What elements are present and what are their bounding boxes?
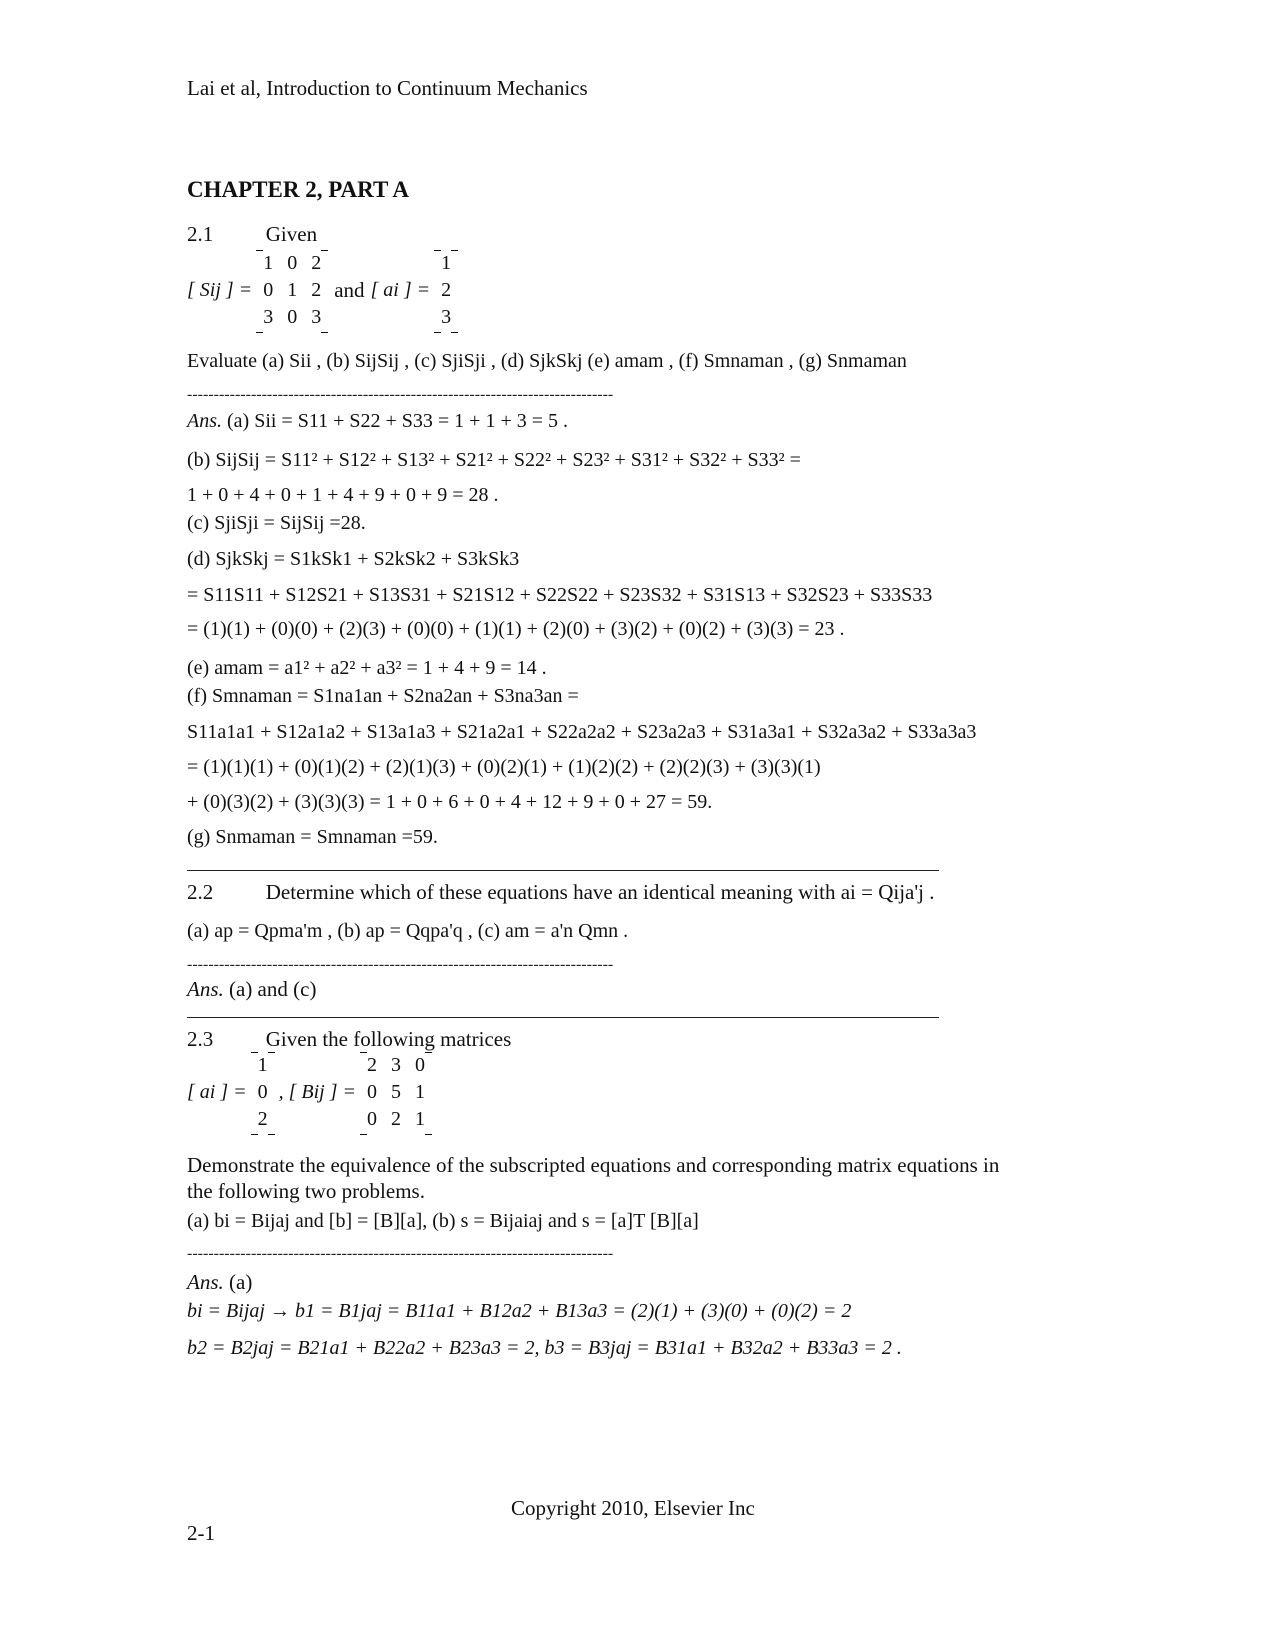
matrix-cell: 3 [311, 306, 322, 328]
vector-a-brackets [434, 250, 458, 331]
problem-2-3-demo-line2: the following two problems. [187, 1179, 425, 1203]
vector-cell: 2 [441, 279, 452, 301]
problem-number: 2.1 [187, 222, 214, 246]
matrix-S [187, 250, 458, 331]
vector-cell: 1 [441, 252, 452, 274]
answer-a-text: (a) Sii = S11 + S22 + S33 = 1 + 1 + 3 = 5 . [227, 410, 569, 432]
matrix-group-2-3 [187, 1052, 432, 1133]
vector-a-label: [ ai ] = [370, 279, 431, 301]
matrix-S-brackets [256, 250, 328, 331]
and-word: and [334, 278, 365, 302]
answer-f-line4: + (0)(3)(2) + (3)(3)(3) = 1 + 0 + 6 + 0 + 4 + 12 + 9 + 0 + 27 = 59. [187, 791, 713, 813]
running-header: Lai et al, Introduction to Continuum Mechanics [187, 76, 588, 100]
answer-b-line2: 1 + 0 + 4 + 0 + 1 + 4 + 9 + 0 + 9 = 28 . [187, 484, 499, 506]
answer-part: (a) [229, 1270, 253, 1294]
answer-text: (a) and (c) [229, 977, 317, 1001]
answer-line1: bi = Bijaj → b1 = B1jaj = B11a1 + B12a2 + B13a3 = (2)(1) + (3)(0) + (0)(2) = 2 [187, 1300, 852, 1322]
answer-g: (g) Snmaman = Smnaman =59. [187, 826, 438, 848]
problem-number: 2.2 [187, 880, 214, 904]
matrix-cell: 3 [263, 306, 274, 328]
problem-2-2-options: (a) ap = Qpma'm , (b) ap = Qqpa'q , (c) am = a'n Qmn . [187, 920, 629, 942]
vector-a-table [251, 1052, 275, 1133]
matrix-cell: 2 [367, 1054, 378, 1076]
problem-2-3-heading [187, 1027, 511, 1051]
matrix-cell: 1 [287, 279, 298, 301]
vector-cell: 1 [257, 1054, 268, 1076]
problem-2-3-answer-heading [187, 1270, 252, 1294]
matrix-cell: 5 [391, 1081, 402, 1103]
answer-d-line2: = S11S11 + S12S21 + S13S31 + S21S12 + S22S22 + S23S32 + S31S13 + S32S23 + S33S33 [187, 584, 933, 606]
ans-label: Ans. [187, 410, 222, 432]
answer-a [187, 410, 568, 433]
matrix-cell: 2 [391, 1108, 402, 1130]
problem-2-2-heading [187, 880, 935, 904]
matrix-cell: 1 [415, 1081, 426, 1103]
ans-label: Ans. [187, 1270, 224, 1294]
matrix-cell: 0 [263, 279, 274, 301]
matrix-S-label: [ Sij ] = [187, 279, 253, 301]
problem-given: Given [265, 222, 318, 246]
answer-d-line3: = (1)(1) + (0)(0) + (2)(3) + (0)(0) + (1)(1) + (2)(0) + (3)(2) + (0)(2) + (3)(3) = 23 . [187, 618, 845, 640]
vector-cell: 3 [441, 306, 452, 328]
answer-line2: b2 = B2jaj = B21a1 + B22a2 + B23a3 = 2, b3 = B3jaj = B31a1 + B32a2 + B33a3 = 2 . [187, 1337, 902, 1359]
copyright: Copyright 2010, Elsevier Inc [511, 1496, 755, 1520]
problem-2-2-statement: Determine which of these equations have an identical meaning with ai = Qija'j . [265, 880, 935, 904]
problem-2-1-heading [187, 222, 317, 246]
matrix-cell: 1 [263, 252, 274, 274]
vector-cell: 2 [257, 1108, 268, 1130]
matrix-S-table [256, 250, 328, 331]
section-rule [187, 1017, 939, 1018]
vector-a-brackets [251, 1052, 275, 1133]
matrix-cell: 3 [391, 1054, 402, 1076]
vector-cell: 0 [257, 1081, 268, 1103]
matrix-cell: 2 [311, 252, 322, 274]
answer-d-line1: (d) SjkSkj = S1kSk1 + S2kSk2 + S3kSk3 [187, 548, 520, 570]
answer-f-line2: S11a1a1 + S12a1a2 + S13a1a3 + S21a2a1 + S22a2a2 + S23a2a3 + S31a3a1 + S32a3a2 + S33a3a3 [187, 721, 977, 743]
matrix-B-table [360, 1052, 432, 1133]
answer-f-line3: = (1)(1)(1) + (0)(1)(2) + (2)(1)(3) + (0)(2)(1) + (1)(2)(2) + (2)(2)(3) + (3)(3)(1) [187, 756, 821, 778]
problem-2-2-answer [187, 977, 316, 1001]
matrix-cell: 0 [415, 1054, 426, 1076]
separator: -------------------------------------------------------------------------------- [187, 956, 614, 973]
ans-label: Ans. [187, 977, 224, 1001]
problem-number: 2.3 [187, 1027, 214, 1051]
matrix-B-label: , [ Bij ] = [278, 1081, 357, 1103]
problem-2-1-evaluate: Evaluate (a) Sii , (b) SijSij , (c) SjiSji , (d) SjkSkj (e) amam , (f) Smnaman , (g) Snmaman [187, 350, 907, 372]
vector-a-table [434, 250, 458, 331]
answer-e: (e) amam = a1² + a2² + a3² = 1 + 4 + 9 = 14 . [187, 657, 547, 679]
answer-c: (c) SjiSji = SijSij =28. [187, 512, 366, 534]
problem-2-3-statement: Given the following matrices [265, 1027, 512, 1051]
separator: -------------------------------------------------------------------------------- [187, 386, 614, 403]
section-rule [187, 870, 939, 871]
vector-a-label: [ ai ] = [187, 1081, 247, 1103]
answer-f-line1: (f) Smnaman = S1na1an + S2na2an + S3na3an = [187, 685, 579, 707]
matrix-cell: 0 [367, 1081, 378, 1103]
problem-2-3-parts: (a) bi = Bijaj and [b] = [B][a], (b) s = Bijaiaj and s = [a]T [B][a] [187, 1210, 699, 1232]
page-number: 2-1 [187, 1521, 215, 1545]
separator: -------------------------------------------------------------------------------- [187, 1245, 614, 1262]
matrix-cell: 0 [367, 1108, 378, 1130]
chapter-title: CHAPTER 2, PART A [187, 177, 409, 202]
answer-b-line1: (b) SijSij = S11² + S12² + S13² + S21² + S22² + S23² + S31² + S32² + S33² = [187, 449, 801, 471]
matrix-B-brackets [360, 1052, 432, 1133]
matrix-cell: 1 [415, 1108, 426, 1130]
matrix-cell: 0 [287, 306, 298, 328]
matrix-cell: 2 [311, 279, 322, 301]
problem-2-3-demo-line1: Demonstrate the equivalence of the subscripted equations and corresponding matrix equations in [187, 1153, 1000, 1177]
matrix-cell: 0 [287, 252, 298, 274]
